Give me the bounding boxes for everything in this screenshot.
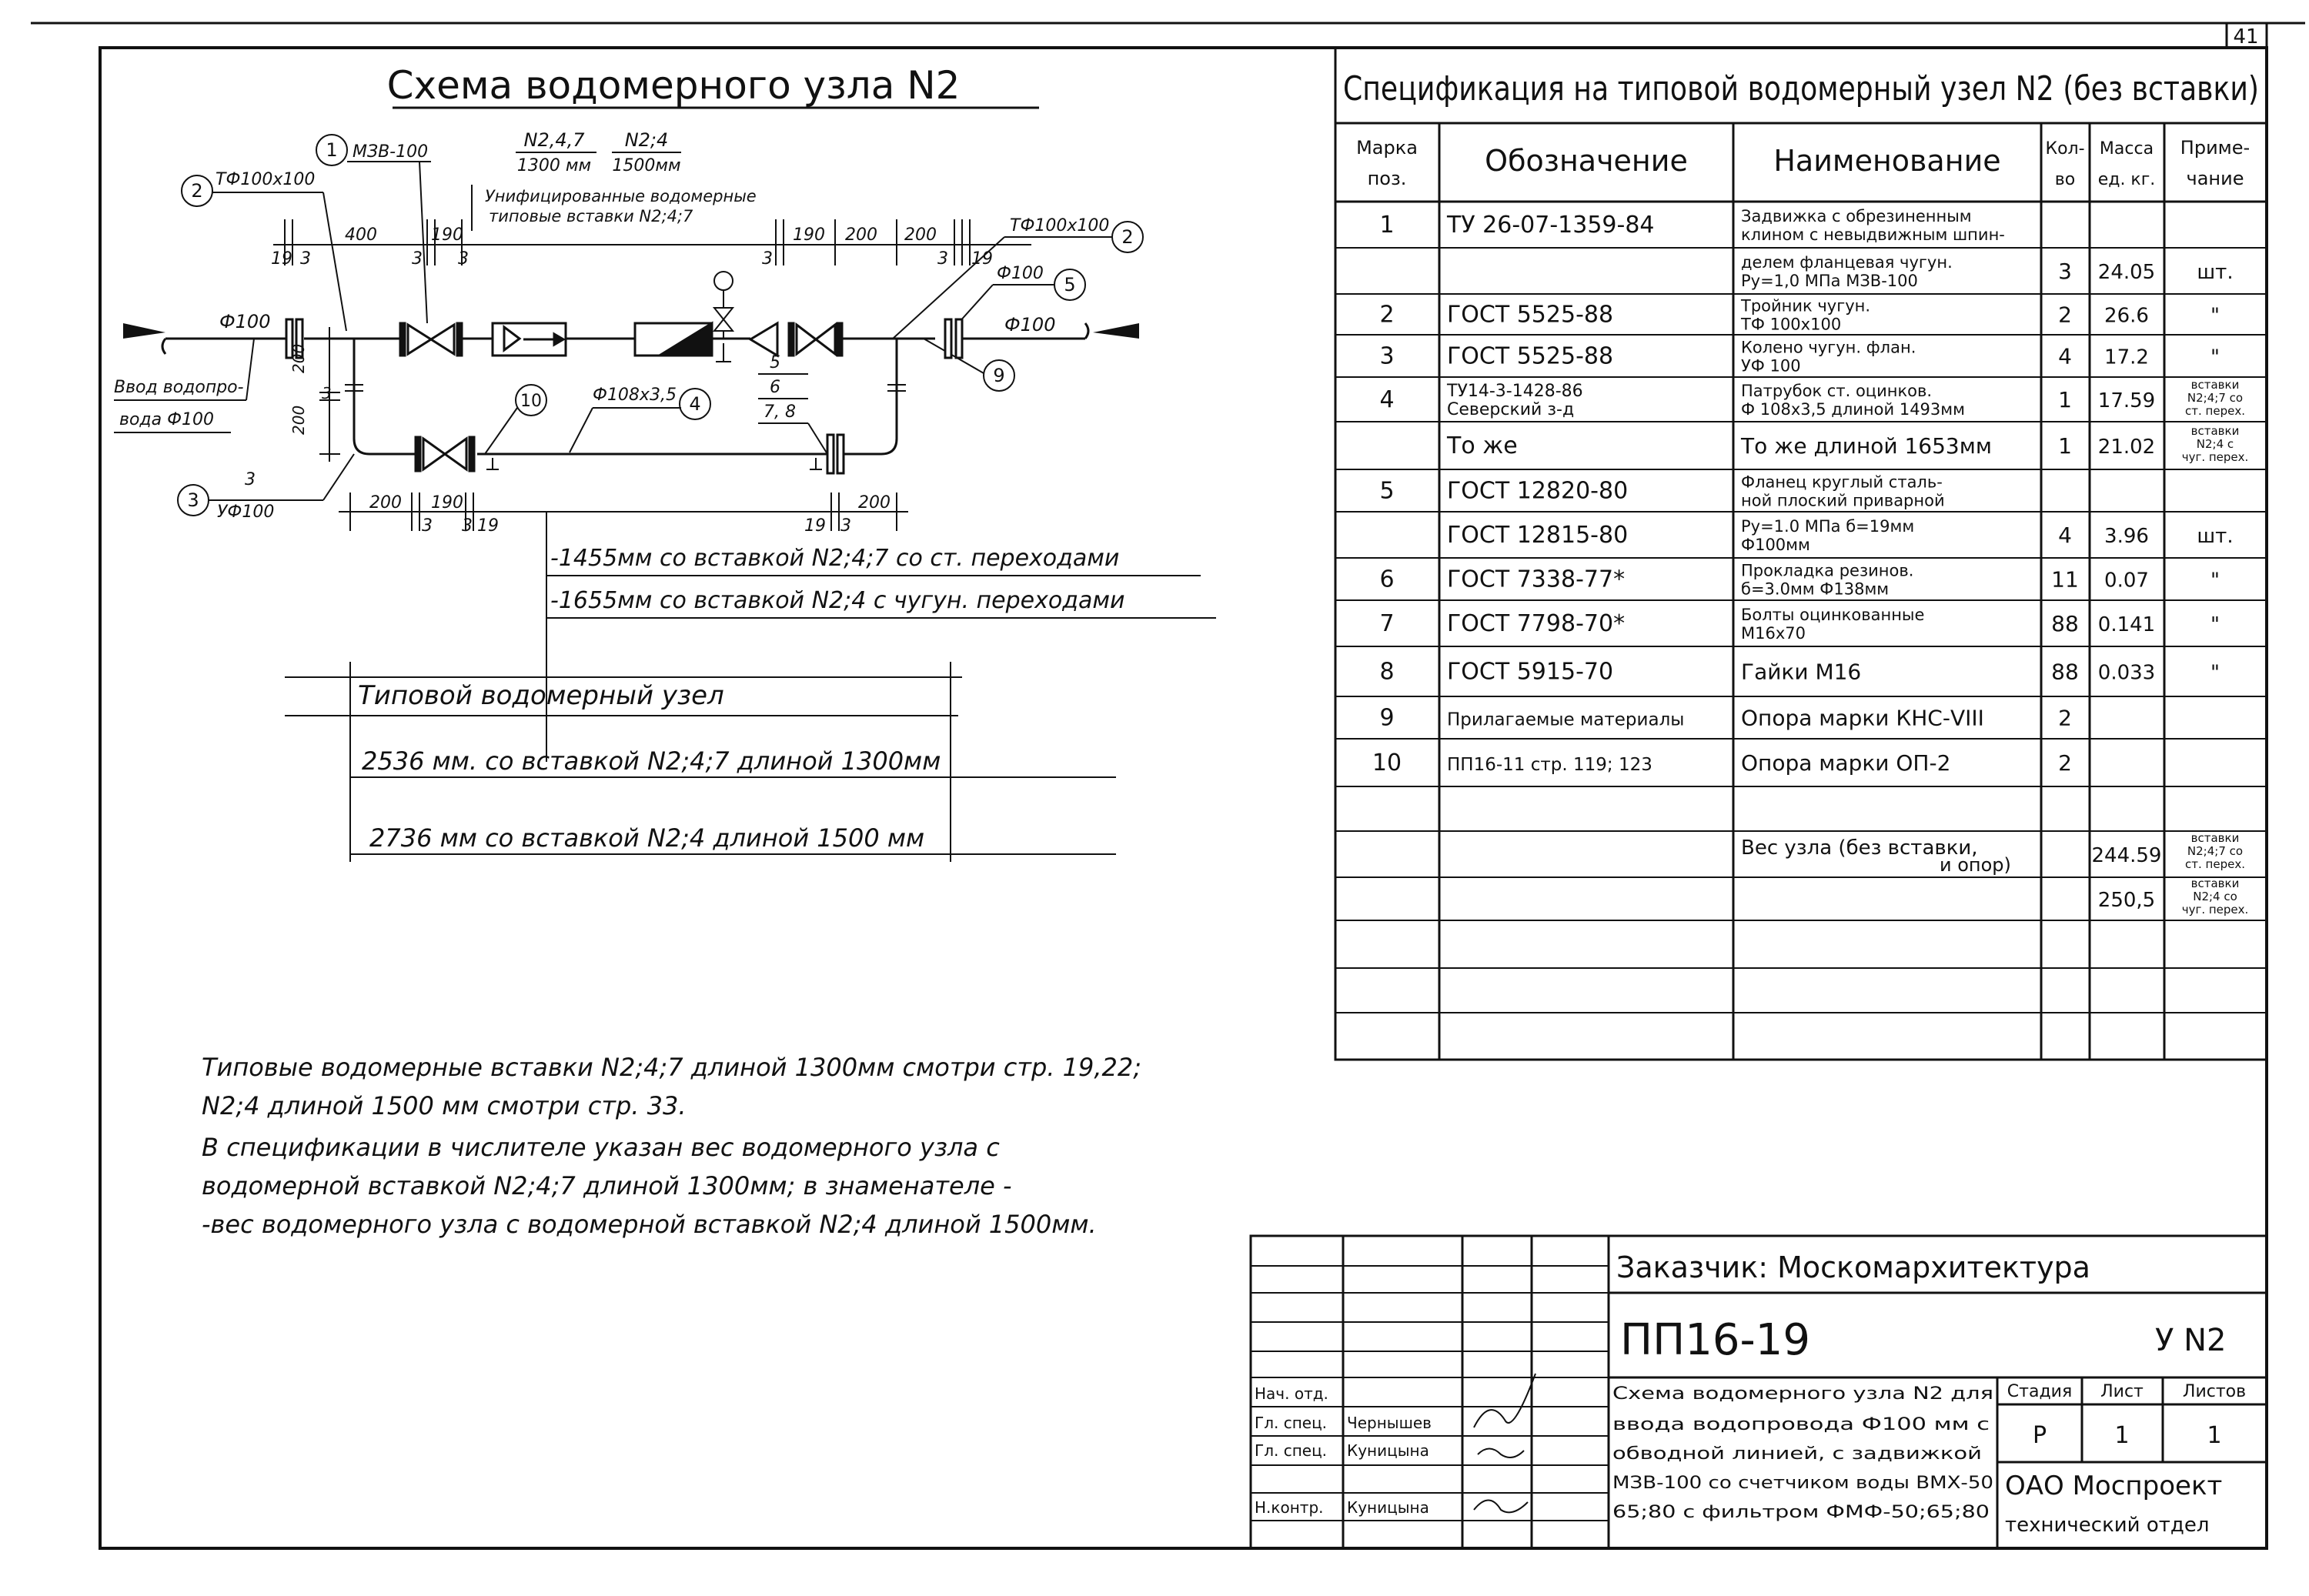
stamp-customer: Заказчик: Москомархитектура bbox=[1616, 1250, 2090, 1284]
insert-caption-1: Унифицированные водомерные bbox=[485, 187, 757, 205]
callout-1-num: 1 bbox=[326, 139, 338, 161]
spec-row-mark: 7 bbox=[1379, 610, 1395, 637]
spec-row-designation: ГОСТ 12820-80 bbox=[1447, 477, 1629, 505]
typical-node-title: Типовой водомерный узел bbox=[358, 680, 724, 711]
svg-text:Обозначение: Обозначение bbox=[1485, 144, 1688, 178]
svg-text:Масса: Масса bbox=[2099, 139, 2154, 159]
typical-node-line-1: 2536 мм. со вставкой N2;4;7 длиной 1300мм bbox=[362, 746, 941, 776]
svg-text:19: 19 bbox=[804, 516, 826, 536]
note-4: водомерной вставкой N2;4;7 длиной 1300мм; в знаменателе - bbox=[202, 1171, 1012, 1200]
svg-text:244.59: 244.59 bbox=[2091, 844, 2162, 867]
svg-text:ввода водопровода Ф100 мм с: ввода водопровода Ф100 мм с bbox=[1612, 1415, 1990, 1434]
svg-text:Н.контр.: Н.контр. bbox=[1255, 1498, 1324, 1517]
svg-text:Гл. спец.: Гл. спец. bbox=[1255, 1441, 1328, 1460]
spec-row-designation: ГОСТ 5915-70 bbox=[1447, 658, 1614, 686]
svg-text:190: 190 bbox=[431, 225, 463, 245]
callout-1-label: МЗВ-100 bbox=[353, 142, 429, 162]
spec-row-name-2: УФ 100 bbox=[1741, 356, 1801, 376]
spec-row-name: Колено чугун. флан. bbox=[1741, 338, 1916, 357]
svg-text:3: 3 bbox=[412, 249, 423, 269]
spec-row-name: То же длиной 1653мм bbox=[1741, 433, 1992, 459]
spec-row-note: вставки bbox=[2190, 378, 2240, 392]
svg-text:3: 3 bbox=[422, 516, 433, 536]
spec-row-mark: 1 bbox=[1379, 212, 1395, 239]
spec-row-designation: ПП16-11 стр. 119; 123 bbox=[1447, 755, 1652, 775]
spec-row-mark: 3 bbox=[1379, 342, 1395, 370]
spec-row-designation: ГОСТ 5525-88 bbox=[1447, 301, 1614, 329]
spec-row-note: " bbox=[2210, 661, 2220, 685]
spec-row-name-2: ной плоский приварной bbox=[1741, 491, 1945, 510]
spec-row-name: Прокладка резинов. bbox=[1741, 561, 1914, 580]
svg-text:Листов: Листов bbox=[2182, 1382, 2247, 1401]
top-dimension-labels bbox=[271, 225, 993, 269]
svg-text:Чернышев: Чернышев bbox=[1347, 1414, 1432, 1432]
callout-3-label: УФ100 bbox=[217, 503, 275, 522]
svg-text:400: 400 bbox=[345, 225, 377, 245]
spec-row-mark: 2 bbox=[1379, 301, 1395, 329]
svg-text:МЗВ-100 со счетчиком воды ВМХ-: МЗВ-100 со счетчиком воды ВМХ-50 bbox=[1612, 1474, 1993, 1493]
spec-row-qty: 2 bbox=[2058, 302, 2072, 328]
spec-row-mark: 4 bbox=[1379, 386, 1395, 413]
spec-row-name-2: Ф 108х3,5 длиной 1493мм bbox=[1741, 400, 1965, 419]
spec-row-name: делем фланцевая чугун. bbox=[1741, 253, 1953, 272]
callout-9-num: 9 bbox=[993, 365, 1005, 386]
svg-text:5: 5 bbox=[770, 353, 780, 372]
callout-2-right-num: 2 bbox=[1121, 226, 1134, 248]
svg-text:Приме-: Приме- bbox=[2180, 137, 2251, 159]
svg-text:Нач. отд.: Нач. отд. bbox=[1255, 1384, 1328, 1403]
inlet-label-leader bbox=[246, 339, 254, 400]
svg-text:Куницына: Куницына bbox=[1347, 1441, 1429, 1460]
svg-text:и опор): и опор) bbox=[1940, 854, 2011, 876]
spec-row-note: ст. перех. bbox=[2185, 404, 2245, 418]
spec-row-qty: 1 bbox=[2058, 387, 2072, 412]
left-pipe-label: Ф100 bbox=[219, 311, 271, 332]
svg-text:3: 3 bbox=[937, 249, 948, 269]
spec-row-qty: 88 bbox=[2051, 659, 2079, 685]
spec-row-note: вставки bbox=[2190, 424, 2240, 438]
spec-row-mass: 17.59 bbox=[2097, 389, 2156, 412]
spec-row-qty: 2 bbox=[2058, 750, 2072, 776]
vdim-2: 3 bbox=[322, 384, 332, 402]
svg-text:1: 1 bbox=[2114, 1422, 2130, 1449]
svg-text:вставки: вставки bbox=[2190, 831, 2240, 845]
svg-text:N2;4 со: N2;4 со bbox=[2193, 890, 2237, 903]
svg-text:чание: чание bbox=[2186, 168, 2244, 189]
signatures bbox=[1474, 1374, 1535, 1512]
svg-text:3: 3 bbox=[458, 249, 469, 269]
spec-row-name: Болты оцинкованные bbox=[1741, 606, 1925, 624]
callout-3-num: 3 bbox=[187, 489, 199, 511]
svg-text:200: 200 bbox=[845, 225, 877, 245]
spec-row-mass: 17.2 bbox=[2104, 346, 2149, 369]
bypass-flanges bbox=[827, 435, 844, 473]
vdim-3: 200 bbox=[289, 405, 308, 435]
typical-node-line-2: 2736 мм со вставкой N2;4 длиной 1500 мм bbox=[369, 823, 925, 853]
spec-row-mark: 8 bbox=[1379, 658, 1395, 686]
notes bbox=[202, 1053, 1141, 1239]
spec-totals bbox=[1741, 831, 2248, 917]
callout-3-top: 3 bbox=[245, 470, 256, 489]
bypass-valve bbox=[416, 437, 474, 471]
spec-row-designation: Прилагаемые материалы bbox=[1447, 710, 1685, 730]
inlet-label-1: Ввод водопро- bbox=[114, 378, 244, 397]
stamp-org-1: ОАО Моспроект bbox=[2005, 1471, 2223, 1501]
svg-text:Лист: Лист bbox=[2100, 1382, 2144, 1401]
callout-5-label: Ф100 bbox=[997, 264, 1044, 283]
frac2-den: 1500мм bbox=[612, 156, 681, 175]
callout-10-num: 10 bbox=[520, 392, 542, 411]
spec-row-designation: ТУ 26-07-1359-84 bbox=[1447, 212, 1655, 239]
frac1-den: 1300 мм bbox=[516, 156, 592, 175]
spec-row-note: чуг. перех. bbox=[2181, 450, 2249, 464]
callout-5-leader bbox=[958, 285, 993, 323]
inlet-arrow bbox=[123, 323, 165, 339]
note-3: В спецификации в числителе указан вес водомерного узла с bbox=[202, 1133, 1000, 1162]
spec-row-mark: 5 bbox=[1379, 477, 1395, 505]
svg-text:190: 190 bbox=[793, 225, 825, 245]
svg-text:3: 3 bbox=[840, 516, 851, 536]
callout-2-left-leader bbox=[323, 192, 346, 331]
svg-text:250,5: 250,5 bbox=[2097, 889, 2156, 912]
spec-row-name: Тройник чугун. bbox=[1741, 296, 1871, 316]
svg-text:вставки: вставки bbox=[2190, 876, 2240, 890]
vdim-1: 200 bbox=[289, 343, 308, 373]
spec-row-designation: ГОСТ 7798-70* bbox=[1447, 610, 1626, 637]
gate-valve-1 bbox=[400, 323, 462, 356]
filter bbox=[493, 323, 566, 356]
spec-row-note: шт. bbox=[2197, 261, 2234, 284]
spec-rows bbox=[1372, 207, 2248, 776]
spec-row-name: Гайки М16 bbox=[1741, 659, 1862, 685]
spec-row-name: Опора марки КНС-VIII bbox=[1741, 705, 1984, 731]
spec-row-qty: 4 bbox=[2058, 523, 2072, 548]
right-pipe-label: Ф100 bbox=[1004, 314, 1056, 336]
spec-row-name: Задвижка с обрезиненным bbox=[1741, 207, 1972, 225]
svg-text:Кол-: Кол- bbox=[2045, 139, 2085, 159]
spec-row-qty: 3 bbox=[2058, 259, 2072, 284]
length-line-1: -1455мм со вставкой N2;4;7 со ст. переходами bbox=[550, 545, 1120, 572]
spec-row-qty: 88 bbox=[2051, 611, 2079, 636]
stack-label bbox=[758, 353, 827, 454]
gate-valve-2 bbox=[789, 323, 842, 356]
callout-2-left-label: ТФ100х100 bbox=[216, 170, 316, 189]
spec-row-name-2: б=3.0мм Ф138мм bbox=[1741, 579, 1890, 599]
stamp-stage-headers bbox=[2007, 1382, 2246, 1449]
svg-text:190: 190 bbox=[431, 493, 463, 513]
frac2-num: N2;4 bbox=[624, 129, 669, 151]
spec-row-note: N2;4 с bbox=[2196, 437, 2234, 451]
svg-text:200: 200 bbox=[858, 493, 891, 513]
spec-row-mass: 24.05 bbox=[2097, 261, 2156, 284]
svg-text:19: 19 bbox=[271, 249, 292, 269]
spec-row-note: " bbox=[2210, 569, 2220, 593]
pressure-gauge bbox=[714, 272, 733, 362]
spec-row-mark: 6 bbox=[1379, 566, 1395, 593]
spec-row-note: " bbox=[2210, 613, 2220, 636]
spec-row-qty: 4 bbox=[2058, 343, 2072, 369]
spec-row-qty: 2 bbox=[2058, 705, 2072, 731]
spec-row-name: Ру=1.0 МПа б=19мм bbox=[1741, 517, 1915, 536]
svg-text:во: во bbox=[2054, 170, 2076, 189]
schema-title: Схема водомерного узла N2 bbox=[386, 63, 961, 108]
svg-text:Схема водомерного узла N2 для: Схема водомерного узла N2 для bbox=[1612, 1384, 1993, 1404]
spec-header bbox=[1356, 137, 2250, 189]
note-1: Типовые водомерные вставки N2;4;7 длиной 1300мм смотри стр. 19,22; bbox=[202, 1053, 1142, 1082]
page-number: 41 bbox=[2233, 25, 2259, 48]
stamp-description bbox=[1612, 1384, 1993, 1522]
spec-row-mass: 0.033 bbox=[2097, 661, 2156, 685]
stamp-sheet-code: У N2 bbox=[2155, 1323, 2227, 1358]
frac1-num: N2,4,7 bbox=[523, 129, 585, 151]
svg-text:Куницына: Куницына bbox=[1347, 1498, 1429, 1517]
svg-text:3: 3 bbox=[300, 249, 311, 269]
svg-text:3: 3 bbox=[762, 249, 773, 269]
svg-text:обводной линией, с задвижкой: обводной линией, с задвижкой bbox=[1612, 1444, 1982, 1464]
spec-row-designation: ГОСТ 5525-88 bbox=[1447, 342, 1614, 370]
spec-row-designation-2: Северский з-д bbox=[1447, 400, 1575, 419]
spec-row-mass: 0.141 bbox=[2097, 613, 2156, 636]
svg-text:Вес узла (без вставки,: Вес узла (без вставки, bbox=[1741, 836, 1978, 860]
callout-4-leader bbox=[570, 408, 593, 452]
spec-row-note: шт. bbox=[2197, 525, 2234, 548]
svg-text:чуг. перех.: чуг. перех. bbox=[2181, 903, 2249, 917]
svg-text:Р: Р bbox=[2032, 1422, 2047, 1449]
spec-row-mass: 3.96 bbox=[2104, 525, 2149, 548]
callout-4-num: 4 bbox=[689, 393, 701, 415]
water-meter bbox=[635, 323, 712, 356]
spec-title: Спецификация на типовой водомерный узел N2 (без вставки) bbox=[1343, 69, 2259, 109]
callout-5-num: 5 bbox=[1064, 274, 1076, 295]
svg-text:ед. кг.: ед. кг. bbox=[2097, 170, 2156, 189]
spec-row-designation: ГОСТ 7338-77* bbox=[1447, 566, 1626, 593]
spec-row-mark: 9 bbox=[1379, 704, 1395, 732]
callout-1-leader bbox=[419, 162, 427, 323]
spec-row-designation: ТУ14-3-1428-86 bbox=[1447, 382, 1583, 401]
spec-row-name-2: клином с невыдвижным шпин- bbox=[1741, 225, 2005, 244]
spec-row-name: Фланец круглый сталь- bbox=[1741, 472, 1943, 492]
svg-text:19: 19 bbox=[477, 516, 499, 536]
callout-10-leader bbox=[485, 408, 517, 454]
svg-text:Стадия: Стадия bbox=[2007, 1382, 2073, 1401]
svg-text:ст. перех.: ст. перех. bbox=[2185, 857, 2245, 871]
callout-9-leader bbox=[924, 339, 984, 373]
svg-text:6: 6 bbox=[770, 378, 780, 397]
spec-row-note: " bbox=[2210, 304, 2220, 328]
note-2: N2;4 длиной 1500 мм смотри стр. 33. bbox=[202, 1091, 687, 1120]
spec-row-name-2: Ф100мм bbox=[1741, 536, 1810, 554]
insert-caption-2: типовые вставки N2;4;7 bbox=[489, 207, 693, 225]
spec-row-mass: 0.07 bbox=[2104, 569, 2149, 593]
svg-text:200: 200 bbox=[904, 225, 937, 245]
spec-row-designation: ГОСТ 12815-80 bbox=[1447, 522, 1629, 549]
bottom-dimension-labels bbox=[369, 493, 891, 536]
inlet-label-2: вода Ф100 bbox=[119, 410, 215, 429]
spec-row-name-2: ТФ 100х100 bbox=[1741, 315, 1842, 334]
callout-2-left-num: 2 bbox=[191, 180, 203, 202]
spec-row-mass: 21.02 bbox=[2097, 436, 2156, 459]
svg-text:Гл. спец.: Гл. спец. bbox=[1255, 1414, 1328, 1432]
spec-row-mark: 10 bbox=[1372, 750, 1402, 776]
spec-row-note: " bbox=[2210, 346, 2220, 369]
spec-row-designation: То же bbox=[1447, 432, 1518, 459]
svg-text:19: 19 bbox=[971, 249, 993, 269]
callout-2-right-label: ТФ100х100 bbox=[1010, 216, 1110, 235]
svg-text:N2;4;7 со: N2;4;7 со bbox=[2187, 844, 2244, 858]
reducer bbox=[750, 323, 777, 356]
spec-row-name: Опора марки ОП-2 bbox=[1741, 750, 1951, 776]
length-line-2: -1655мм со вставкой N2;4 с чугун. переходами bbox=[550, 587, 1125, 614]
stamp-code: ПП16-19 bbox=[1620, 1315, 1810, 1365]
svg-text:7, 8: 7, 8 bbox=[764, 402, 796, 422]
outlet-arrow bbox=[1093, 323, 1139, 339]
svg-text:поз.: поз. bbox=[1367, 168, 1407, 189]
svg-text:1: 1 bbox=[2207, 1422, 2222, 1449]
spec-row-mass: 26.6 bbox=[2104, 304, 2149, 328]
spec-row-qty: 11 bbox=[2051, 566, 2079, 593]
svg-text:65;80 с фильтром ФМФ-50;65;80: 65;80 с фильтром ФМФ-50;65;80 bbox=[1612, 1503, 1990, 1522]
svg-text:Наименование: Наименование bbox=[1773, 144, 2001, 178]
svg-text:200: 200 bbox=[369, 493, 402, 513]
note-5: -вес водомерного узла с водомерной вставкой N2;4 длиной 1500мм. bbox=[202, 1210, 1097, 1239]
spec-row-qty: 1 bbox=[2058, 433, 2072, 459]
spec-row-note: N2;4;7 со bbox=[2187, 391, 2244, 405]
svg-text:3: 3 bbox=[462, 516, 473, 536]
spec-row-name-2: М16х70 bbox=[1741, 624, 1806, 643]
stamp-org-2: технический отдел bbox=[2005, 1514, 2210, 1537]
svg-text:Марка: Марка bbox=[1356, 137, 1418, 159]
spec-row-name-2: Ру=1,0 МПа МЗВ-100 bbox=[1741, 272, 1918, 290]
callout-4-label: Ф108х3,5 bbox=[593, 386, 677, 405]
spec-row-name: Патрубок ст. оцинков. bbox=[1741, 382, 1933, 400]
